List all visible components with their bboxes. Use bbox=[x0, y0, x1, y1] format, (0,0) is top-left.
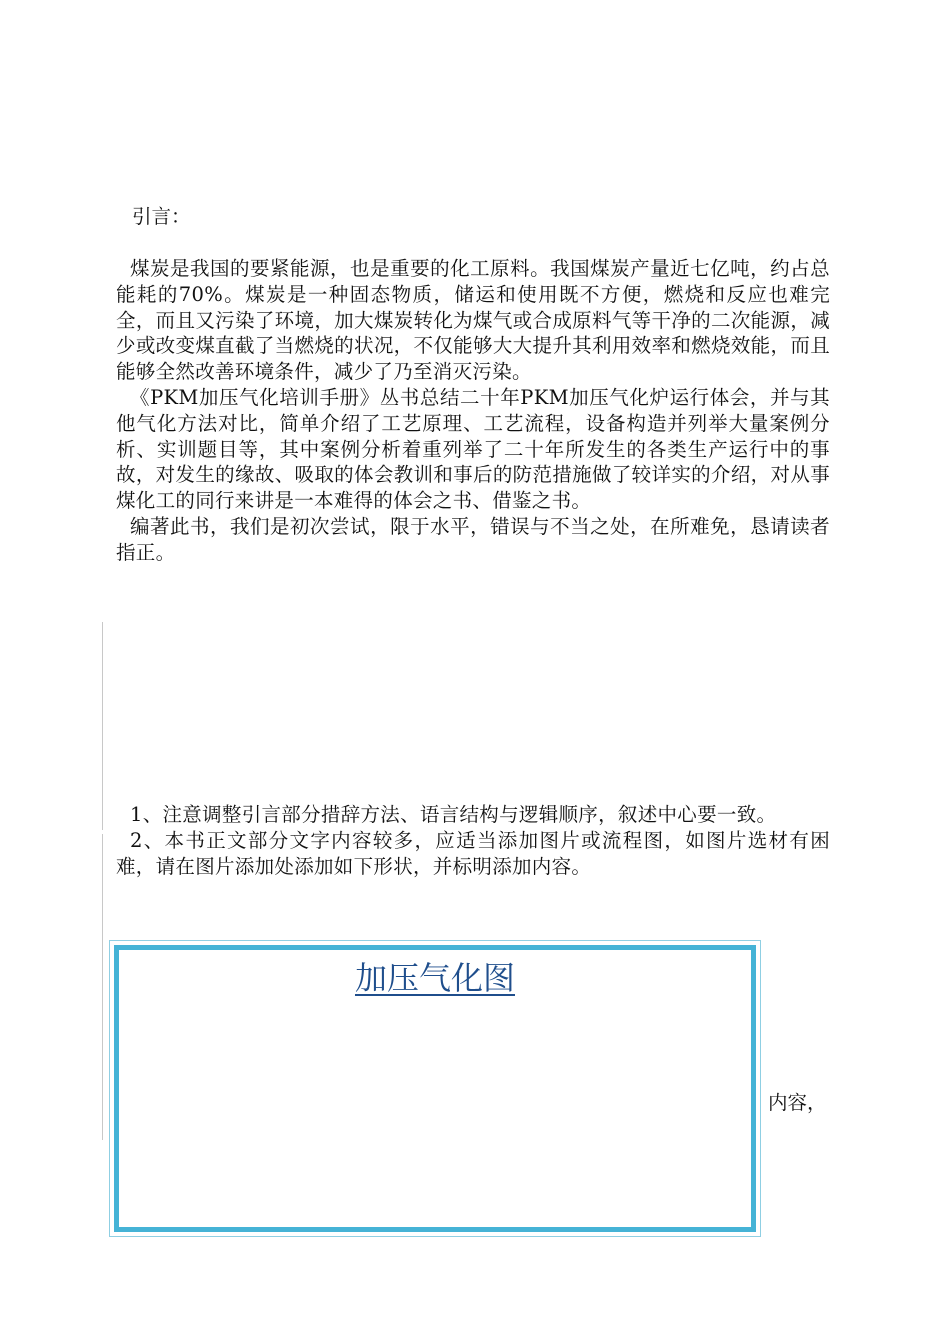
editor-notes bbox=[116, 802, 830, 879]
intro-body bbox=[116, 256, 830, 566]
left-margin-rule bbox=[102, 622, 103, 830]
intro-heading: 引言： bbox=[132, 205, 191, 228]
figure-title: 加压气化图 bbox=[354, 959, 515, 997]
intro-paragraph-3: 编著此书，我们是初次尝试，限于水平，错误与不当之处，在所难免，恳请读者指正。 bbox=[116, 514, 830, 564]
figure-placeholder bbox=[109, 940, 761, 1237]
editor-note-1: 1、注意调整引言部分措辞方法、语言结构与逻辑顺序，叙述中心要一致。 bbox=[130, 803, 777, 826]
intro-paragraph-2: 《PKM加压气化培训手册》丛书总结二十年PKM加压气化炉运行体会，并与其他气化方法对比，简单介绍了工艺原理、工艺流程，设备构造并列举大量案例分析、实训题目等，其中案例分析着重列举了二十年所发生的各类生产运行中的事故，对发生的缘故、吸取的体会教训和事后的防范措施做了较详实的介绍，对从事煤化工的同行来讲是一本难得的体会之书、借鉴之书。 bbox=[116, 385, 830, 513]
left-margin-rule bbox=[102, 834, 103, 1140]
figure-frame bbox=[114, 945, 756, 1232]
intro-paragraph-1: 煤炭是我国的要紧能源，也是重要的化工原料。我国煤炭产量近七亿吨，约占总能耗的70%。煤炭是一种固态物质，储运和使用既不方便，燃烧和反应也难完全，而且又污染了环境，加大煤炭转化为煤气或合成原料气等干净的二次能源，减少或改变煤直截了当燃烧的状况，不仅能够大大提升其利用效率和燃烧效能，而且能够全然改善环境条件，减少了乃至消灭污染。 bbox=[116, 257, 830, 384]
side-note: 内容， bbox=[768, 1091, 827, 1114]
editor-note-2: 2、本书正文部分文字内容较多，应适当添加图片或流程图，如图片选材有困难，请在图片添加处添加如下形状，并标明添加内容。 bbox=[116, 828, 830, 878]
